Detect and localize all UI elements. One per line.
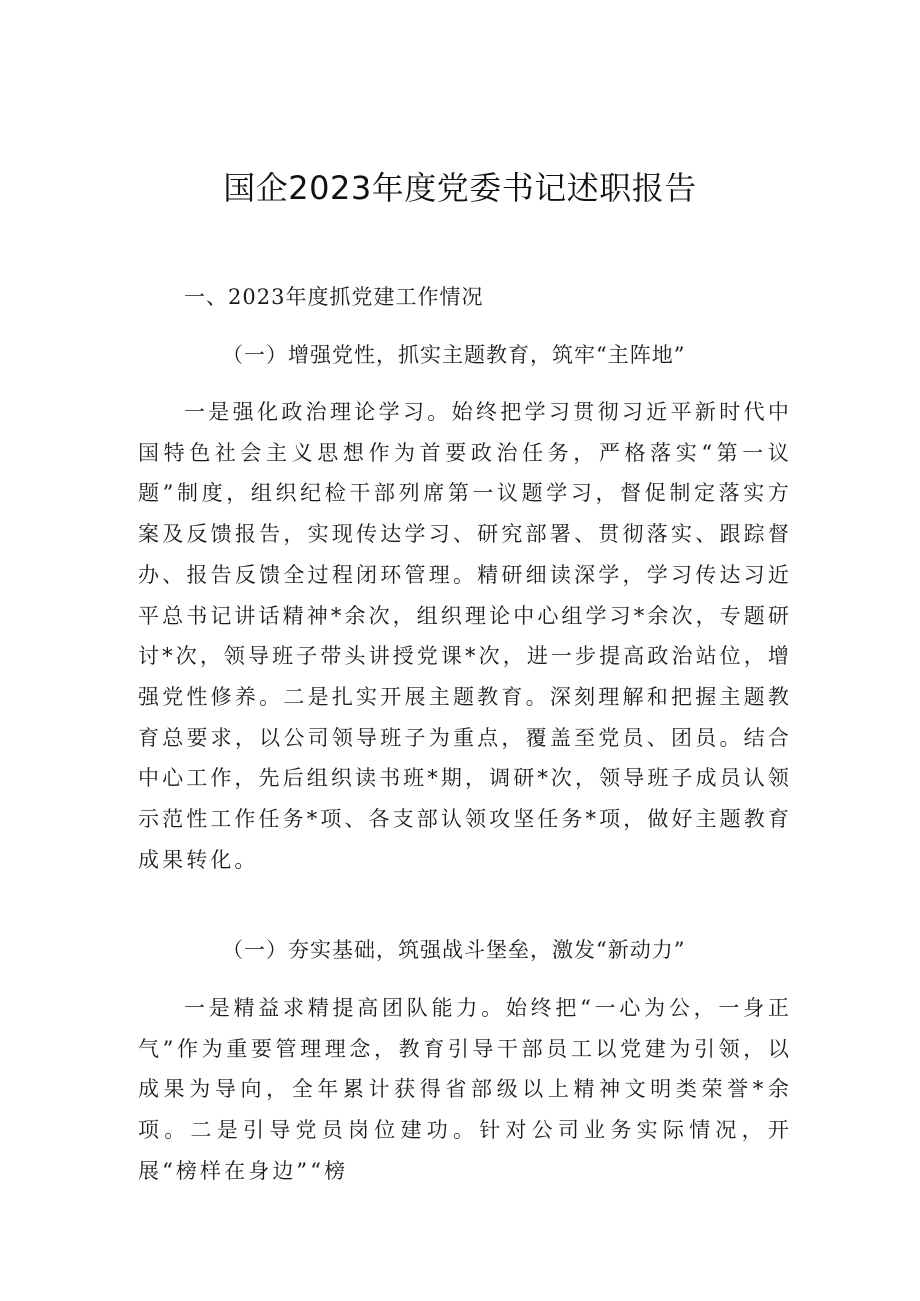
body-paragraph-1: 一是强化政治理论学习。始终把学习贯彻习近平新时代中国特色社会主义思想作为首要政治任务，严格落实“第一议题”制度，组织纪检干部列席第一议题学习，督促制定落实方案及反馈报告，实现传达学习、研究部署、贯彻落实、跟踪督办、报告反馈全过程闭环管理。精研细读深学，学习传达习近平总书记讲话精神*余次，组织理论中心组学习*余次，专题研讨*次，领导班子带头讲授党课*次，进一步提高政治站位，增强党性修养。二是扎实开展主题教育。深刻理解和把握主题教育总要求，以公司领导班子为重点，覆盖至党员、团员。结合中心工作，先后组织读书班*期，调研*次，领导班子成员认领示范性工作任务*项、各支部认领攻坚任务*项，做好主题教育成果转化。 [138, 400, 792, 872]
body-paragraph-2: 一是精益求精提高团队能力。始终把“一心为公，一身正气”作为重要管理理念，教育引导干部员工以党建为引领，以成果为导向，全年累计获得省部级以上精神文明类荣誉*余项。二是引导党员岗位建功。针对公司业务实际情况，开展“榜样在身边”“榜 [138, 996, 792, 1183]
subsection-heading-2: （一）夯实基础，筑强战斗堡垒，激发“新动力” [222, 938, 686, 962]
section-heading: 一、2023年度抓党建工作情况 [184, 285, 484, 309]
subsection-heading-1: （一）增强党性，抓实主题教育，筑牢“主阵地” [222, 343, 686, 367]
document-title: 国企2023年度党委书记述职报告 [223, 169, 697, 207]
